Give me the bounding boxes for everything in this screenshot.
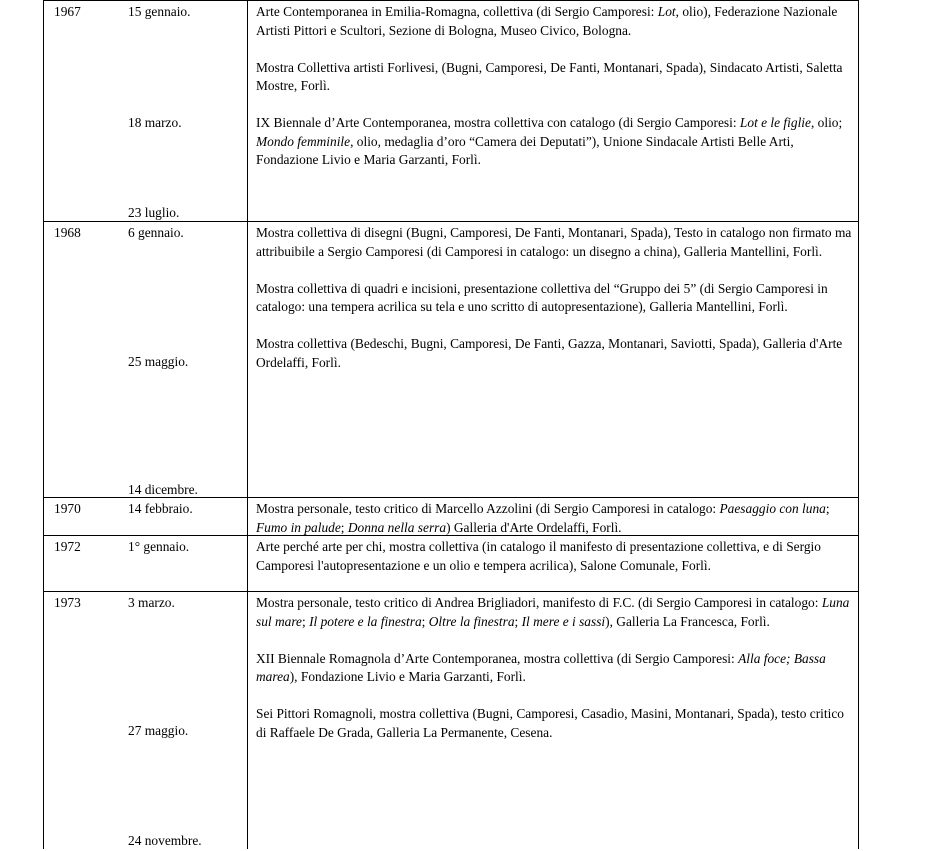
- artwork-title: Il mere e i sassi: [521, 613, 606, 629]
- artwork-title: Paesaggio con luna: [719, 501, 826, 516]
- entry-text: ) Galleria d'Arte Ordelaffi, Forlì.: [446, 519, 622, 535]
- date-cell: 18 marzo.: [128, 115, 182, 130]
- exhibition-entry: [256, 335, 856, 372]
- date-cell: 25 maggio.: [128, 354, 189, 369]
- year-cell: 1967: [54, 4, 81, 19]
- artwork-title: Mondo femminile: [256, 133, 351, 149]
- artwork-title: Donna nella serra: [347, 519, 447, 535]
- exhibition-entry: [256, 224, 856, 261]
- year-cell: 1968: [54, 225, 81, 240]
- exhibition-entry: [256, 650, 856, 687]
- description-cell: [256, 594, 856, 742]
- entry-text: Mostra collettiva di disegni (Bugni, Camporesi, De Fanti, Montanari, Spada), Testo in catalogo non firmato ma attribuibile a Sergio Camporesi (di Camporesi in catalogo: un disegno a china), Galleria Mantellini, Forlì.: [256, 225, 852, 259]
- entry-text: Mostra Collettiva artisti Forlivesi, (Bugni, Camporesi, De Fanti, Montanari, Spada), Sindacato Artisti, Saletta Mostre, Forlì.: [256, 59, 843, 93]
- entry-text: Arte Contemporanea in Emilia-Romagna, collettiva (di Sergio Camporesi:: [256, 4, 658, 19]
- entry-text: Mostra personale, testo critico di Marcello Azzolini (di Sergio Camporesi in catalogo:: [256, 501, 720, 516]
- exhibition-entry: [256, 280, 856, 317]
- exhibition-entry: [256, 594, 856, 631]
- artwork-title: Il potere e la finestra: [309, 613, 422, 629]
- entry-text: ;: [302, 613, 310, 629]
- exhibition-entry: [256, 114, 856, 170]
- description-cell: [256, 538, 856, 575]
- entry-text: ), Galleria La Francesca, Forlì.: [605, 613, 770, 629]
- entry-text: Sei Pittori Romagnoli, mostra collettiva (Bugni, Camporesi, Casadio, Masini, Montanari, Spada), testo critico di Raffaele De Grada, Galleria La Permanente, Cesena.: [256, 706, 844, 740]
- date-cell: 24 novembre.: [128, 833, 202, 848]
- date-cell: 6 gennaio.: [128, 225, 184, 240]
- entry-text: , olio, medaglia d’oro “Camera dei Deputati”), Unione Sindacale Artisti Belle Arti, Fondazione Livio e Maria Garzanti, Forlì.: [256, 133, 794, 167]
- date-cell: 27 maggio.: [128, 723, 189, 738]
- exhibition-entry: [256, 3, 856, 40]
- exhibition-entry: [256, 538, 856, 575]
- entry-text: XII Biennale Romagnola d’Arte Contemporanea, mostra collettiva (di Sergio Camporesi:: [256, 650, 739, 666]
- artwork-title: Oltre la finestra: [428, 613, 515, 629]
- artwork-title: Alla foce; Bassa marea: [256, 650, 826, 684]
- table-right-border: [858, 0, 859, 849]
- entry-text: ;: [421, 613, 429, 629]
- date-cell: 14 febbraio.: [128, 501, 193, 516]
- artwork-title: Fumo in palude: [256, 519, 341, 535]
- entry-text: ;: [825, 501, 830, 516]
- year-cell: 1970: [54, 501, 81, 516]
- date-cell: 15 gennaio.: [128, 4, 191, 19]
- row-divider: [43, 591, 859, 592]
- entry-text: ;: [514, 613, 522, 629]
- year-cell: 1972: [54, 539, 81, 554]
- entry-text: ), Fondazione Livio e Maria Garzanti, Forlì.: [289, 669, 526, 684]
- artwork-title: Lot: [657, 4, 676, 19]
- row-divider: [43, 0, 859, 1]
- exhibition-entry: [256, 59, 856, 96]
- date-description-divider: [247, 0, 248, 849]
- date-cell: 14 dicembre.: [128, 482, 198, 497]
- date-cell: 1° gennaio.: [128, 539, 190, 554]
- table-left-border: [43, 0, 44, 849]
- year-cell: 1973: [54, 595, 81, 610]
- entry-text: , olio), Federazione Nazionale Artisti Pittori e Scultori, Sezione di Bologna, Museo Civico, Bologna.: [256, 4, 838, 38]
- artwork-title: Luna sul mare: [256, 595, 850, 629]
- entry-text: ;: [340, 519, 348, 535]
- description-cell: [256, 3, 856, 170]
- entry-text: Mostra personale, testo critico di Andrea Brigliadori, manifesto di F.C. (di Sergio Camporesi in catalogo:: [256, 595, 822, 610]
- entry-text: Arte perché arte per chi, mostra collettiva (in catalogo il manifesto di presentazione collettiva, e di Sergio Camporesi l'autopresentazione e un olio e tempera acrilica), Salone Comunale, Forlì.: [256, 539, 821, 573]
- entry-text: IX Biennale d’Arte Contemporanea, mostra collettiva con catalogo (di Sergio Camporesi:: [256, 115, 740, 130]
- date-cell: 23 luglio.: [128, 205, 180, 220]
- description-cell: [256, 500, 856, 537]
- date-cell: 3 marzo.: [128, 595, 175, 610]
- exhibition-entry: [256, 705, 856, 742]
- entry-text: Mostra collettiva di quadri e incisioni, presentazione collettiva del “Gruppo dei 5” (di Sergio Camporesi in catalogo: una tempera acrilica su tela e uno scritto di autopresentazione), Galleria Mantellini, Forlì.: [256, 280, 828, 314]
- artwork-title: Lot e le figlie: [739, 115, 811, 130]
- entry-text: , olio;: [810, 115, 843, 130]
- description-cell: [256, 224, 856, 372]
- entry-text: Mostra collettiva (Bedeschi, Bugni, Camporesi, De Fanti, Gazza, Montanari, Saviotti, Spada), Galleria d'Arte Ordelaffi, Forlì.: [256, 336, 843, 370]
- exhibition-entry: [256, 500, 856, 537]
